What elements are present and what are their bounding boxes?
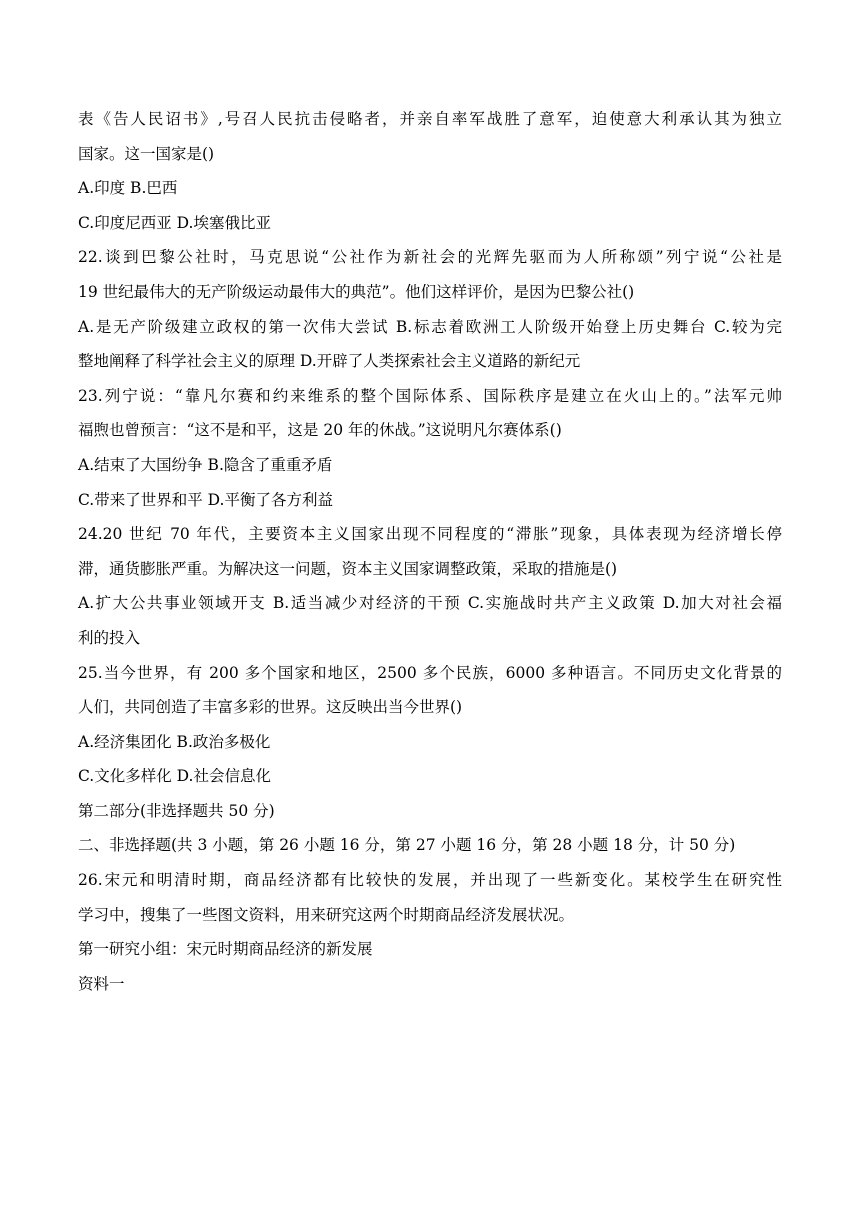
text-line: A.结束了大国纷争 B.隐含了重重矛盾 (78, 455, 333, 474)
text-line: C.带来了世界和平 D.平衡了各方利益 (78, 490, 333, 509)
text-line: 福煦也曾预言：“这不是和平，这是 20 年的休战。”这说明凡尔赛体系() (78, 421, 562, 440)
text-line: A.印度 B.巴西 (78, 179, 178, 198)
text-line: A.是无产阶级建立政权的第一次伟大尝试 B.标志着欧洲工人阶级开始登上历史舞台 C.较为完 (78, 317, 782, 336)
text-line: 25.当今世界，有 200 多个国家和地区，2500 多个民族，6000 多种语言。不同历史文化背景的 (78, 663, 782, 682)
text-line: 22.谈到巴黎公社时，马克思说“公社作为新社会的光辉先驱而为人所称颂”列宁说“公社是 (78, 248, 782, 267)
text-line: 整地阐释了科学社会主义的原理 D.开辟了人类探索社会主义道路的新纪元 (78, 352, 581, 371)
document-page (78, 102, 782, 1001)
text-line: 滞，通货膨胀严重。为解决这一问题，资本主义国家调整政策，采取的措施是() (78, 559, 618, 578)
text-line: 学习中，搜集了一些图文资料，用来研究这两个时期商品经济发展状况。 (78, 905, 575, 924)
text-line: 国家。这一国家是() (78, 144, 215, 163)
text-line: C.文化多样化 D.社会信息化 (78, 767, 271, 786)
section-heading: 第二部分(非选择题共 50 分) (78, 801, 275, 820)
text-line: 第一研究小组：宋元时期商品经济的新发展 (78, 940, 373, 959)
text-line: 26.宋元和明清时期，商品经济都有比较快的发展，并出现了一些新变化。某校学生在研究性 (78, 871, 782, 890)
text-line: A.经济集团化 B.政治多极化 (78, 732, 271, 751)
section-heading: 二、非选择题(共 3 小题，第 26 小题 16 分，第 27 小题 16 分，第 28 小题 18 分，计 50 分) (78, 836, 736, 855)
text-line: 利的投入 (78, 628, 141, 647)
text-line: 人们，共同创造了丰富多彩的世界。这反映出当今世界() (78, 698, 463, 717)
text-line: C.印度尼西亚 D.埃塞俄比亚 (78, 213, 271, 232)
text-line: 资料一 (78, 974, 125, 993)
text-line: A.扩大公共事业领域开支 B.适当减少对经济的干预 C.实施战时共产主义政策 D.加大对社会福 (78, 594, 782, 613)
text-line: 24.20 世纪 70 年代，主要资本主义国家出现不同程度的“滞胀”现象，具体表现为经济增长停 (78, 525, 782, 544)
text-line: 表《告人民诏书》,号召人民抗击侵略者，并亲自率军战胜了意军，迫使意大利承认其为独立 (78, 110, 782, 128)
text-line: 23.列宁说：“靠凡尔赛和约来维系的整个国际体系、国际秩序是建立在火山上的。”法军元帅 (78, 386, 782, 405)
text-line: 19 世纪最伟大的无产阶级运动最伟大的典范”。他们这样评价，是因为巴黎公社() (78, 282, 635, 301)
